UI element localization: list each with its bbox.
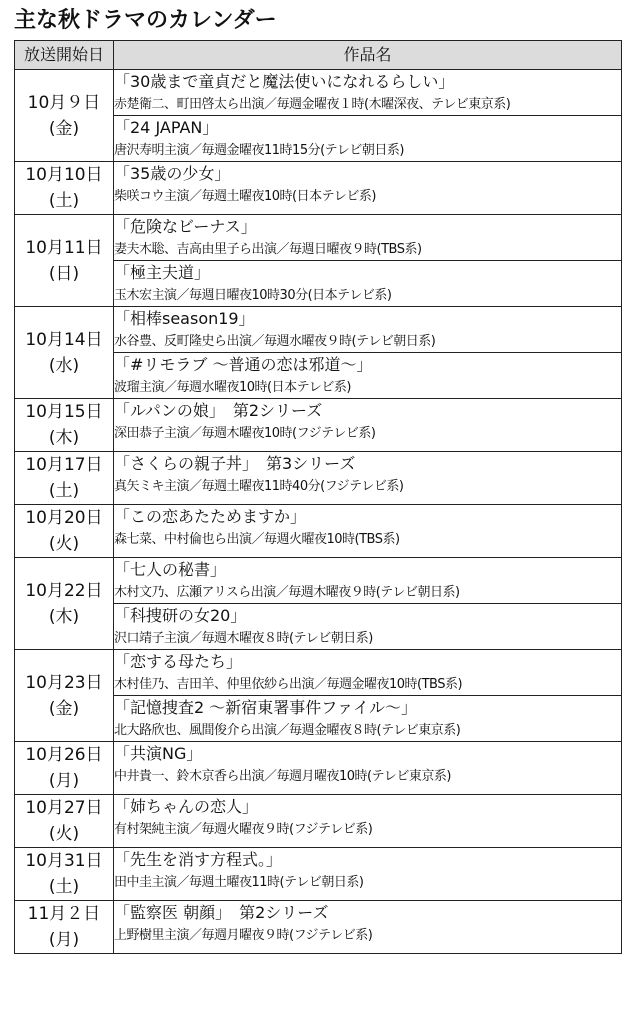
weekday: (木) — [48, 606, 80, 627]
start-date: 10月10日 — [25, 165, 103, 185]
work-cell — [114, 70, 622, 116]
start-date: 10月23日 — [25, 672, 103, 693]
work-cast-schedule: 柴咲コウ主演／毎週土曜夜10時(日本テレビ系) — [114, 189, 376, 204]
table-row — [15, 742, 622, 795]
work-cell — [114, 307, 622, 353]
table-row — [15, 505, 622, 558]
table-row — [15, 558, 622, 604]
header-start-date: 放送開始日 — [15, 41, 114, 70]
work-title: 「30歳まで童貞だと魔法使いになれるらしい」 — [114, 72, 455, 91]
work-cell — [114, 696, 622, 742]
work-title: 「#リモラブ ～普通の恋は邪道～」 — [114, 355, 373, 374]
start-date-cell — [15, 162, 114, 215]
table-row — [15, 650, 622, 696]
weekday: (月) — [48, 930, 80, 950]
start-date-cell — [15, 742, 114, 795]
header-row — [15, 41, 622, 70]
work-title: 「記憶捜査2 ～新宿東署事件ファイル～」 — [114, 698, 417, 717]
work-cast-schedule: 沢口靖子主演／毎週木曜夜８時(テレビ朝日系) — [114, 631, 373, 646]
work-cast-schedule: 水谷豊、反町隆史ら出演／毎週水曜夜９時(テレビ朝日系) — [114, 334, 436, 349]
page-title: 主な秋ドラマのカレンダー — [14, 8, 277, 33]
weekday: (土) — [48, 191, 80, 211]
table-row — [15, 162, 622, 215]
start-date-cell — [15, 452, 114, 505]
start-date-cell — [15, 505, 114, 558]
work-title: 「さくらの親子丼」 第3シリーズ — [114, 454, 356, 473]
work-cell — [114, 795, 622, 848]
work-cast-schedule: 妻夫木聡、吉高由里子ら出演／毎週日曜夜９時(TBS系) — [114, 242, 422, 257]
start-date: 10月14日 — [25, 329, 103, 350]
start-date-cell — [15, 558, 114, 650]
work-title: 「科捜研の女20」 — [114, 606, 247, 625]
weekday: (土) — [48, 877, 80, 897]
work-cast-schedule: 真矢ミキ主演／毎週土曜夜11時40分(フジテレビ系) — [114, 479, 404, 494]
work-cell — [114, 116, 622, 162]
work-title: 「危険なビーナス」 — [114, 217, 257, 236]
work-cast-schedule: 木村文乃、広瀬アリスら出演／毎週木曜夜９時(テレビ朝日系) — [114, 585, 460, 600]
weekday: (水) — [48, 355, 80, 376]
table-row — [15, 795, 622, 848]
work-title: 「監察医 朝顔」 第2シリーズ — [114, 903, 329, 922]
work-cast-schedule: 北大路欣也、風間俊介ら出演／毎週金曜夜８時(テレビ東京系) — [114, 723, 461, 738]
work-cell — [114, 505, 622, 558]
start-date-cell — [15, 70, 114, 162]
work-cast-schedule: 波瑠主演／毎週水曜夜10時(日本テレビ系) — [114, 380, 351, 395]
work-cell — [114, 399, 622, 452]
work-cell — [114, 650, 622, 696]
start-date: 10月17日 — [25, 455, 103, 475]
table-row — [15, 848, 622, 901]
work-title: 「恋する母たち」 — [114, 652, 243, 671]
work-cell — [114, 901, 622, 954]
weekday: (日) — [48, 263, 80, 284]
weekday: (金) — [48, 698, 80, 719]
work-cell — [114, 604, 622, 650]
weekday: (木) — [48, 428, 80, 448]
work-cast-schedule: 玉木宏主演／毎週日曜夜10時30分(日本テレビ系) — [114, 288, 392, 303]
table-row — [15, 307, 622, 353]
weekday: (火) — [48, 824, 80, 844]
start-date: 10月26日 — [25, 745, 103, 765]
work-cell — [114, 353, 622, 399]
table-row — [15, 215, 622, 261]
weekday: (火) — [48, 534, 80, 554]
start-date-cell — [15, 215, 114, 307]
work-title: 「共演NG」 — [114, 744, 203, 763]
start-date-cell — [15, 848, 114, 901]
drama-calendar-table — [14, 40, 622, 954]
work-cast-schedule: 深田恭子主演／毎週木曜夜10時(フジテレビ系) — [114, 426, 376, 441]
work-title: 「24 JAPAN」 — [114, 118, 219, 137]
work-cell — [114, 261, 622, 307]
work-cell — [114, 215, 622, 261]
table-row — [15, 452, 622, 505]
start-date: 10月31日 — [25, 851, 103, 871]
work-title: 「この恋あたためますか」 — [114, 507, 307, 526]
header-work-title: 作品名 — [114, 41, 622, 70]
work-title: 「七人の秘書」 — [114, 560, 227, 579]
weekday: (土) — [48, 481, 80, 501]
calendar-body — [15, 70, 622, 954]
work-cast-schedule: 有村架純主演／毎週火曜夜９時(フジテレビ系) — [114, 822, 373, 837]
work-cell — [114, 742, 622, 795]
weekday: (月) — [48, 771, 80, 791]
table-row — [15, 901, 622, 954]
work-title: 「ルパンの娘」 第2シリーズ — [114, 401, 323, 420]
work-cell — [114, 558, 622, 604]
weekday: (金) — [48, 118, 80, 139]
work-cast-schedule: 唐沢寿明主演／毎週金曜夜11時15分(テレビ朝日系) — [114, 143, 404, 158]
start-date-cell — [15, 399, 114, 452]
start-date-cell — [15, 901, 114, 954]
work-cast-schedule: 中井貴一、鈴木京香ら出演／毎週月曜夜10時(テレビ東京系) — [114, 769, 451, 784]
work-cell — [114, 452, 622, 505]
work-cast-schedule: 上野樹里主演／毎週月曜夜９時(フジテレビ系) — [114, 928, 373, 943]
start-date: 10月27日 — [25, 798, 103, 818]
start-date-cell — [15, 650, 114, 742]
table-row — [15, 70, 622, 116]
work-title: 「35歳の少女」 — [114, 164, 231, 183]
work-cast-schedule: 田中圭主演／毎週土曜夜11時(テレビ朝日系) — [114, 875, 364, 890]
start-date: 10月22日 — [25, 580, 103, 601]
start-date: 10月11日 — [25, 237, 103, 258]
work-title: 「姉ちゃんの恋人」 — [114, 797, 259, 816]
work-cast-schedule: 木村佳乃、吉田羊、仲里依紗ら出演／毎週金曜夜10時(TBS系) — [114, 677, 463, 692]
work-cell — [114, 162, 622, 215]
start-date-cell — [15, 795, 114, 848]
start-date: 10月９日 — [27, 92, 101, 113]
start-date: 10月20日 — [25, 508, 103, 528]
start-date-cell — [15, 307, 114, 399]
work-title: 「相棒season19」 — [114, 309, 255, 328]
work-title: 「極主夫道」 — [114, 263, 211, 282]
work-cast-schedule: 森七菜、中村倫也ら出演／毎週火曜夜10時(TBS系) — [114, 532, 400, 547]
work-cast-schedule: 赤楚衛二、町田啓太ら出演／毎週金曜夜１時(木曜深夜、テレビ東京系) — [114, 97, 511, 112]
start-date: 11月２日 — [27, 904, 101, 924]
work-cell — [114, 848, 622, 901]
start-date: 10月15日 — [25, 402, 103, 422]
table-row — [15, 399, 622, 452]
work-title: 「先生を消す方程式。」 — [114, 850, 283, 869]
